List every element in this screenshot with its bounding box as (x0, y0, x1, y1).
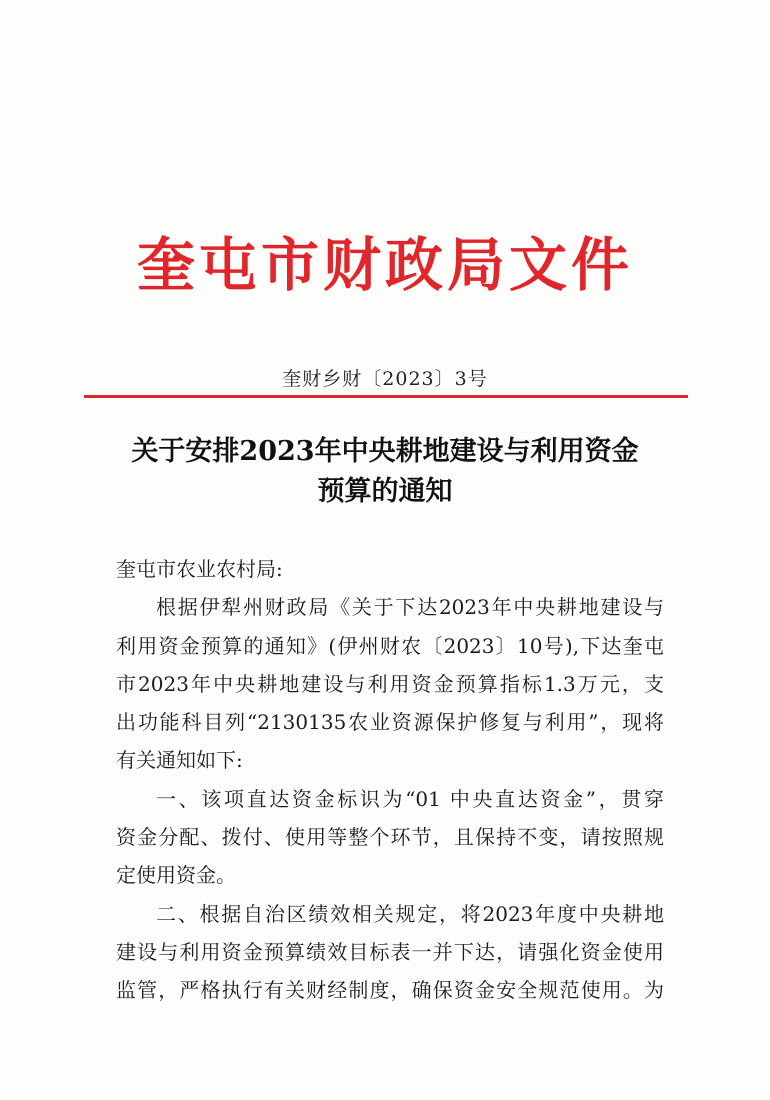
body-line: 利用资金预算的通知》(伊州财农〔2023〕10号),下达奎屯 (116, 633, 664, 658)
body-line: 根据伊犁州财政局《关于下达2023年中央耕地建设与 (156, 595, 664, 620)
body-line: 定使用资金。 (116, 863, 236, 888)
issuer-title: 奎屯市财政局文件 (136, 231, 633, 299)
notice-body (116, 550, 664, 1010)
document-number: 奎财乡财〔2023〕3号 (282, 368, 488, 390)
body-line: 有关通知如下: (116, 748, 243, 773)
body-line: 二、根据自治区绩效相关规定，将2023年度中央耕地 (156, 901, 664, 926)
red-divider-line (84, 395, 688, 398)
body-line: 资金分配、拨付、使用等整个环节，且保持不变，请按照规 (116, 825, 664, 850)
body-line: 出功能科目列“2130135农业资源保护修复与利用”，现将 (116, 710, 664, 735)
notice-title-line-2: 预算的通知 (317, 476, 453, 507)
body-line: 监管，严格执行有关财经制度，确保资金安全规范使用。为 (116, 978, 664, 1003)
body-line: 建设与利用资金预算绩效目标表一并下达，请强化资金使用 (116, 939, 664, 964)
recipient-line: 奎屯市农业农村局: (116, 557, 283, 581)
body-line: 市2023年中央耕地建设与利用资金预算指标1.3万元，支 (116, 671, 664, 696)
body-line: 一、该项直达资金标识为“01 中央直达资金”，贯穿 (156, 786, 664, 811)
notice-title-line-1: 关于安排2023年中央耕地建设与利用资金 (131, 436, 639, 467)
notice-title (0, 432, 770, 512)
